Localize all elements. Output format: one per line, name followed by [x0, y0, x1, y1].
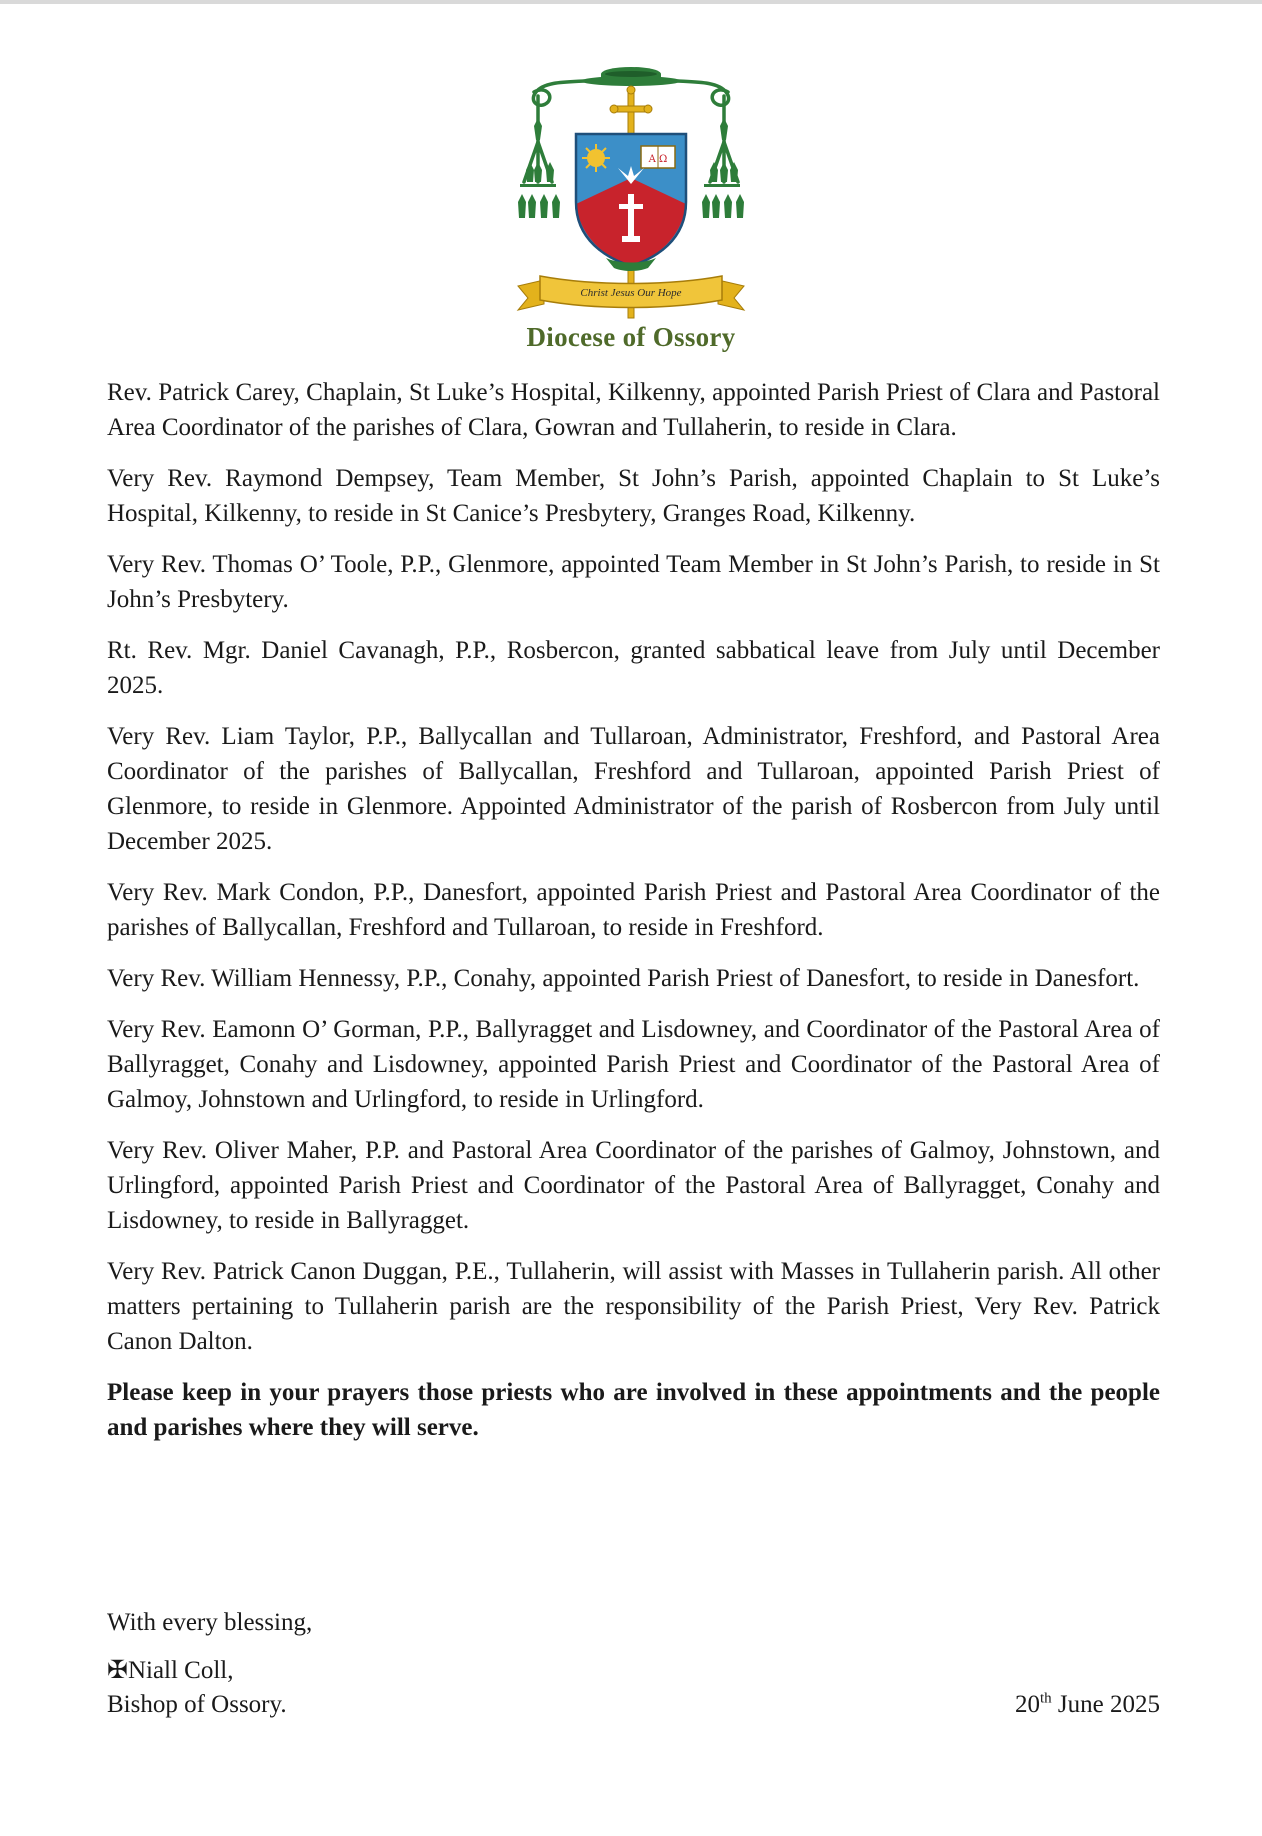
date-day: 20	[1015, 1691, 1040, 1718]
appointment-paragraph: Very Rev. Eamonn O’ Gorman, P.P., Ballyragget and Lisdowney, and Coordinator of the Pastoral Area of Ballyragget, Conahy and Lisdowney, appointed Parish Priest and Coordinator of the Pastoral Area of Galmoy, Johnstown and Urlingford, to reside in Urlingford.	[107, 1016, 1160, 1113]
diocese-title: Diocese of Ossory	[526, 322, 736, 352]
date-month-year: June 2025	[1051, 1691, 1160, 1718]
tassels-left	[518, 118, 560, 218]
signatory-title: Bishop of Ossory.	[107, 1691, 287, 1718]
appointment-paragraph: Very Rev. Raymond Dempsey, Team Member, St John’s Parish, appointed Chaplain to St Luke’s Hospital, Kilkenny, to reside in St Canice’s Presbytery, Granges Road, Kilkenny.	[107, 465, 1160, 527]
appointments-list	[107, 375, 1160, 1461]
top-divider	[0, 0, 1262, 4]
appointment-paragraph: Very Rev. Liam Taylor, P.P., Ballycallan and Tullaroan, Administrator, Freshford, and Pastoral Area Coordinator of the parishes of Ballycallan, Freshford and Tullaroan, appointed Parish Priest of Glenmore, to reside in Glenmore. Appointed Administrator of the parish of Rosbercon from July until December 2025.	[107, 723, 1160, 855]
svg-text:A Ω: A Ω	[648, 154, 668, 165]
letter-date	[1015, 1688, 1160, 1722]
diocese-coat-of-arms	[514, 62, 748, 324]
appointment-paragraph: Very Rev. Oliver Maher, P.P. and Pastoral Area Coordinator of the parishes of Galmoy, Johnstown, and Urlingford, appointed Parish Priest and Coordinator of the Pastoral Area of Ballyragget, Conahy and Lisdowney, to reside in Ballyragget.	[107, 1137, 1160, 1234]
appointment-paragraph: Very Rev. Thomas O’ Toole, P.P., Glenmore, appointed Team Member in St John’s Parish, to reside in St John’s Presbytery.	[107, 551, 1160, 613]
closing-salutation: With every blessing,	[107, 1609, 313, 1636]
svg-text:Christ Jesus Our Hope: Christ Jesus Our Hope	[580, 287, 682, 299]
signature-block	[107, 1654, 287, 1722]
appointment-paragraph: Very Rev. William Hennessy, P.P., Conahy, appointed Parish Priest of Danesfort, to reside in Danesfort.	[107, 965, 1140, 992]
prayer-request: Please keep in your prayers those priests who are involved in these appointments and the people and parishes where they will serve.	[107, 1379, 1160, 1441]
signatory-name: ✠Niall Coll,	[107, 1657, 234, 1684]
appointment-paragraph: Very Rev. Mark Condon, P.P., Danesfort, appointed Parish Priest and Pastoral Area Coordinator of the parishes of Ballycallan, Freshford and Tullaroan, to reside in Freshford.	[107, 879, 1160, 941]
tassels-right	[702, 118, 744, 218]
shield-icon	[576, 134, 686, 271]
appointment-paragraph: Rev. Patrick Carey, Chaplain, St Luke’s Hospital, Kilkenny, appointed Parish Priest of Clara and Pastoral Area Coordinator of the parishes of Clara, Gowran and Tullaherin, to reside in Clara.	[107, 379, 1160, 441]
appointment-paragraph: Rt. Rev. Mgr. Daniel Cavanagh, P.P., Rosbercon, granted sabbatical leave from July until December 2025.	[107, 637, 1160, 699]
date-suffix: th	[1040, 1690, 1052, 1707]
appointment-paragraph: Very Rev. Patrick Canon Duggan, P.E., Tullaherin, will assist with Masses in Tullaherin parish. All other matters pertaining to Tullaherin parish are the responsibility of the Parish Priest, Very Rev. Patrick Canon Dalton.	[107, 1258, 1160, 1355]
galero-hat-icon	[581, 67, 681, 86]
